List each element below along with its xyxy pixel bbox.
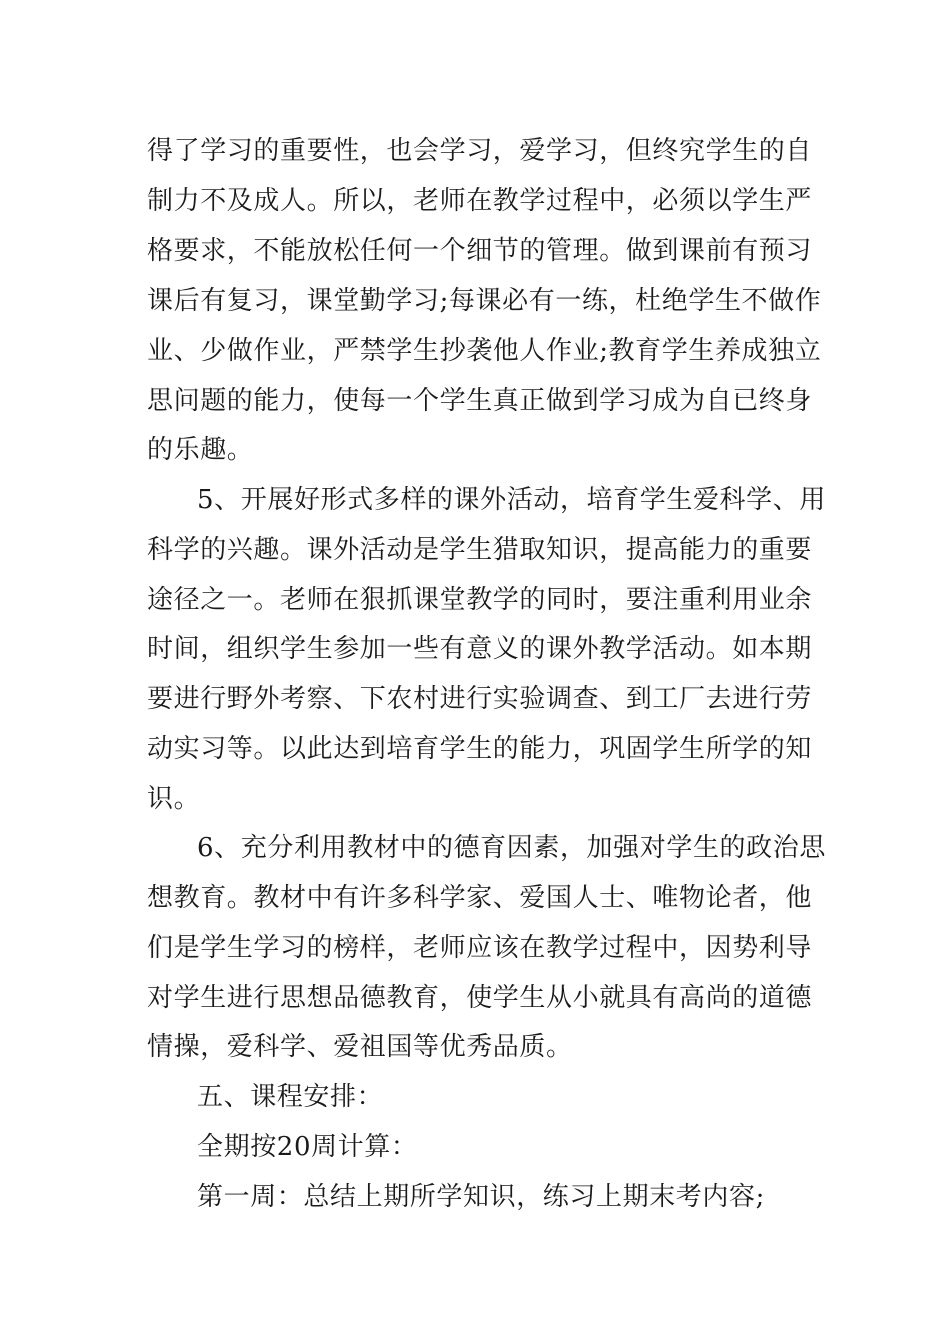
paragraph-6-first-line: 6、充分利用教材中的德育因素，加强对学生的政治思 <box>197 833 826 863</box>
body-text-line: 的乐趣。 <box>147 435 254 465</box>
body-text-line: 途径之一。老师在狠抓课堂教学的同时，要注重利用业余 <box>147 585 813 615</box>
body-text-line: 思问题的能力，使每一个学生真正做到学习成为自已终身 <box>147 386 813 416</box>
body-text-line: 对学生进行思想品德教育，使学生从小就具有高尚的道德 <box>147 983 813 1013</box>
section-heading: 五、课程安排： <box>197 1082 384 1112</box>
body-text-line: 动实习等。以此达到培育学生的能力，巩固学生所学的知 <box>147 734 813 764</box>
body-text-line: 情操，爱科学、爱祖国等优秀品质。 <box>147 1032 573 1062</box>
body-text-line: 科学的兴趣。课外活动是学生猎取知识，提高能力的重要 <box>147 535 813 565</box>
paragraph-5-first-line: 5、开展好形式多样的课外活动，培育学生爱科学、用 <box>197 485 826 515</box>
body-text-line: 要进行野外考察、下农村进行实验调查、到工厂去进行劳 <box>147 684 813 714</box>
schedule-intro: 全期按20周计算： <box>197 1132 418 1162</box>
body-text-line: 业、少做作业，严禁学生抄袭他人作业;教育学生养成独立 <box>147 336 822 366</box>
schedule-week-1: 第一周：总结上期所学知识，练习上期末考内容; <box>197 1182 765 1212</box>
body-text-line: 制力不及成人。所以，老师在教学过程中，必须以学生严 <box>147 186 813 216</box>
body-text-line: 们是学生学习的榜样，老师应该在教学过程中，因势利导 <box>147 933 813 963</box>
body-text-line: 时间，组织学生参加一些有意义的课外教学活动。如本期 <box>147 634 813 664</box>
body-text-line: 识。 <box>147 784 201 814</box>
body-text-line: 课后有复习，课堂勤学习;每课必有一练，杜绝学生不做作 <box>147 286 822 316</box>
body-text-line: 想教育。教材中有许多科学家、爱国人士、唯物论者，他 <box>147 883 813 913</box>
body-text-line: 格要求，不能放松任何一个细节的管理。做到课前有预习 <box>147 236 813 266</box>
body-text-line: 得了学习的重要性，也会学习，爱学习，但终究学生的自 <box>147 136 813 166</box>
